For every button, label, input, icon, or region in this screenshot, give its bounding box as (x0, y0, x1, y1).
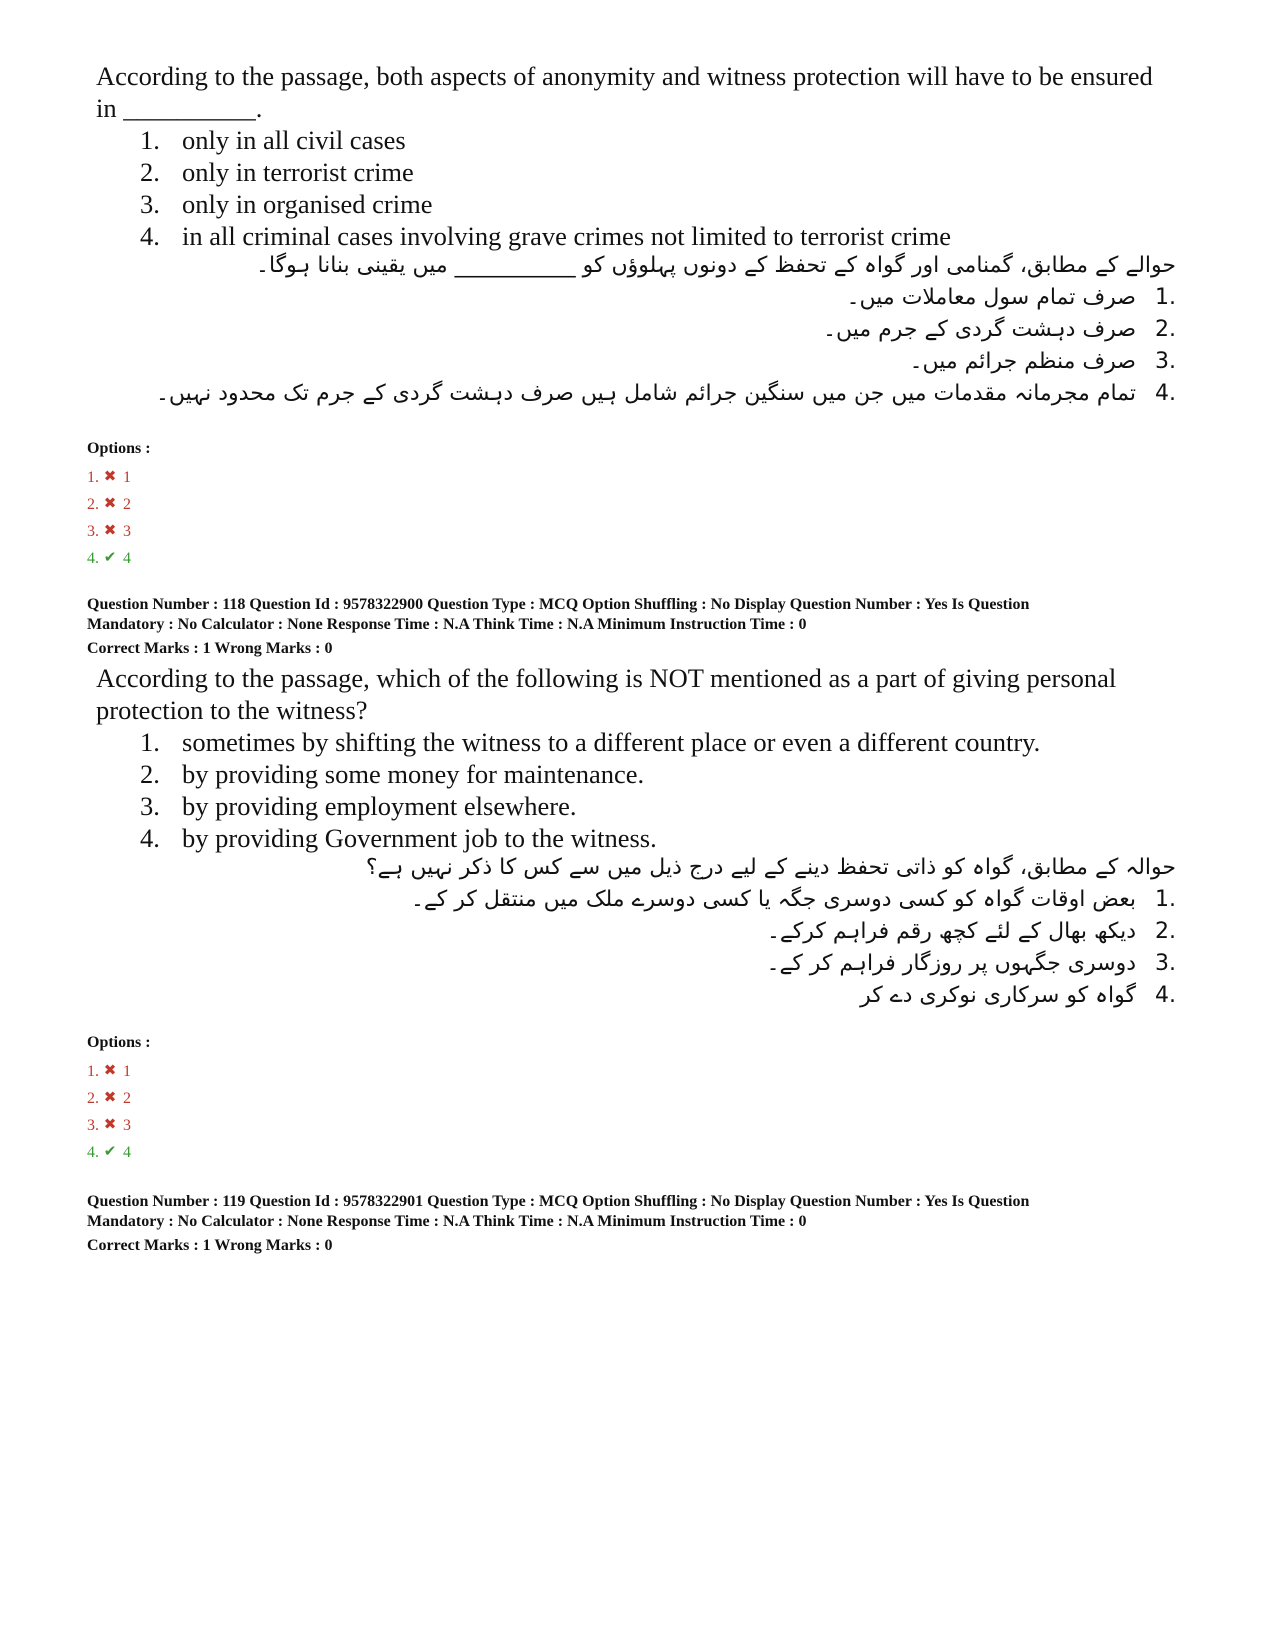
q117-english (96, 60, 1176, 252)
q118-options (87, 1034, 151, 1166)
q118-urdu-option-1: 1. بعض اوقات گواہ کو کسی دوسری جگہ یا کسی دوسرے ملک میں منتقل کر کے۔ (410, 887, 1176, 912)
cross-icon: ✖ (103, 523, 117, 539)
q118-meta-line-2: Mandatory : No Calculator : None Response Time : N.A Think Time : N.A Minimum Instruction Time : 0 (87, 616, 807, 633)
q118-urdu-option-2: 2. دیکھ بھال کے لئے کچھ رقم فراہم کرکے۔ (767, 919, 1176, 944)
q118-answer-1: 1. ✖ 1 (87, 1058, 151, 1085)
check-icon: ✔ (103, 550, 117, 566)
q117-urdu-options (96, 282, 1176, 410)
q118-urdu-options (96, 884, 1176, 1012)
q118-english-options (96, 726, 1176, 854)
q118-marks: Correct Marks : 1 Wrong Marks : 0 (87, 640, 333, 657)
q118-answer-3: 3. ✖ 3 (87, 1112, 151, 1139)
q117-answer-2: 2. ✖ 2 (87, 491, 151, 518)
q117-urdu-option-3: 3. صرف منظم جرائم میں۔ (909, 349, 1176, 374)
q118-answer-4: 4. ✔ 4 (87, 1139, 151, 1166)
q119-marks: Correct Marks : 1 Wrong Marks : 0 (87, 1237, 333, 1254)
q118-english-option-3: 3. by providing employment elsewhere. (140, 791, 577, 821)
q119-meta (87, 1192, 1197, 1256)
q118-answer-2: 2. ✖ 2 (87, 1085, 151, 1112)
q117-english-option-4: 4. in all criminal cases involving grave crimes not limited to terrorist crime (140, 221, 952, 251)
q118-urdu-option-3: 3. دوسری جگہوں پر روزگار فراہم کر کے۔ (766, 951, 1176, 976)
q117-english-option-1: 1. only in all civil cases (140, 125, 406, 155)
cross-icon: ✖ (103, 1063, 117, 1079)
cross-icon: ✖ (103, 1090, 117, 1106)
q117-answer-4: 4. ✔ 4 (87, 545, 151, 572)
options-heading: Options : (87, 440, 151, 457)
q117-answer-3: 3. ✖ 3 (87, 518, 151, 545)
q117-english-options (96, 124, 1176, 252)
q117-urdu-stem: حوالے کے مطابق، گمنامی اور گواہ کے تحفظ کے دونوں پہلوؤں کو ___________ میں یقینی بنانا ہوگا۔ (256, 253, 1176, 278)
q117-answer-1: 1. ✖ 1 (87, 464, 151, 491)
q118-urdu-stem: حوالہ کے مطابق، گواہ کو ذاتی تحفظ دینے کے لیے درج ذیل میں سے کس کا ذکر نہیں ہے؟ (365, 855, 1176, 880)
q117-urdu-option-2: 2. صرف دہشت گردی کے جرم میں۔ (823, 317, 1176, 342)
q118-english-option-1: 1. sometimes by shifting the witness to a different place or even a different country. (140, 727, 1041, 757)
cross-icon: ✖ (103, 1117, 117, 1133)
q118-english-stem: According to the passage, which of the following is NOT mentioned as a part of giving personal protection to the witness? (96, 663, 1117, 725)
q118-urdu (96, 852, 1176, 1012)
check-icon: ✔ (103, 1144, 117, 1160)
q117-english-option-2: 2. only in terrorist crime (140, 157, 414, 187)
q117-english-stem: According to the passage, both aspects of anonymity and witness protection will have to be ensured in __________. (96, 61, 1153, 123)
q118-english (96, 662, 1176, 854)
q117-urdu-option-1: 1. صرف تمام سول معاملات میں۔ (846, 285, 1176, 310)
q118-meta-line-1: Question Number : 118 Question Id : 9578322900 Question Type : MCQ Option Shuffling : No Display Question Number : Yes Is Question (87, 596, 1030, 613)
q118-meta (87, 595, 1197, 659)
q118-english-option-4: 4. by providing Government job to the witness. (140, 823, 657, 853)
q118-urdu-option-4: 4. گواہ کو سرکاری نوکری دے کر (860, 983, 1176, 1008)
q119-meta-line-2: Mandatory : No Calculator : None Response Time : N.A Think Time : N.A Minimum Instruction Time : 0 (87, 1213, 807, 1230)
cross-icon: ✖ (103, 469, 117, 485)
q117-english-option-3: 3. only in organised crime (140, 189, 433, 219)
q117-urdu-option-4: 4. تمام مجرمانہ مقدمات میں جن میں سنگین جرائم شامل ہیں صرف دہشت گردی کے جرم تک محدود نہیں۔ (155, 381, 1176, 406)
q117-options (87, 440, 151, 572)
q117-urdu (96, 250, 1176, 410)
cross-icon: ✖ (103, 496, 117, 512)
q119-meta-line-1: Question Number : 119 Question Id : 9578322901 Question Type : MCQ Option Shuffling : No Display Question Number : Yes Is Question (87, 1193, 1030, 1210)
q118-english-option-2: 2. by providing some money for maintenance. (140, 759, 645, 789)
options-heading: Options : (87, 1034, 151, 1051)
